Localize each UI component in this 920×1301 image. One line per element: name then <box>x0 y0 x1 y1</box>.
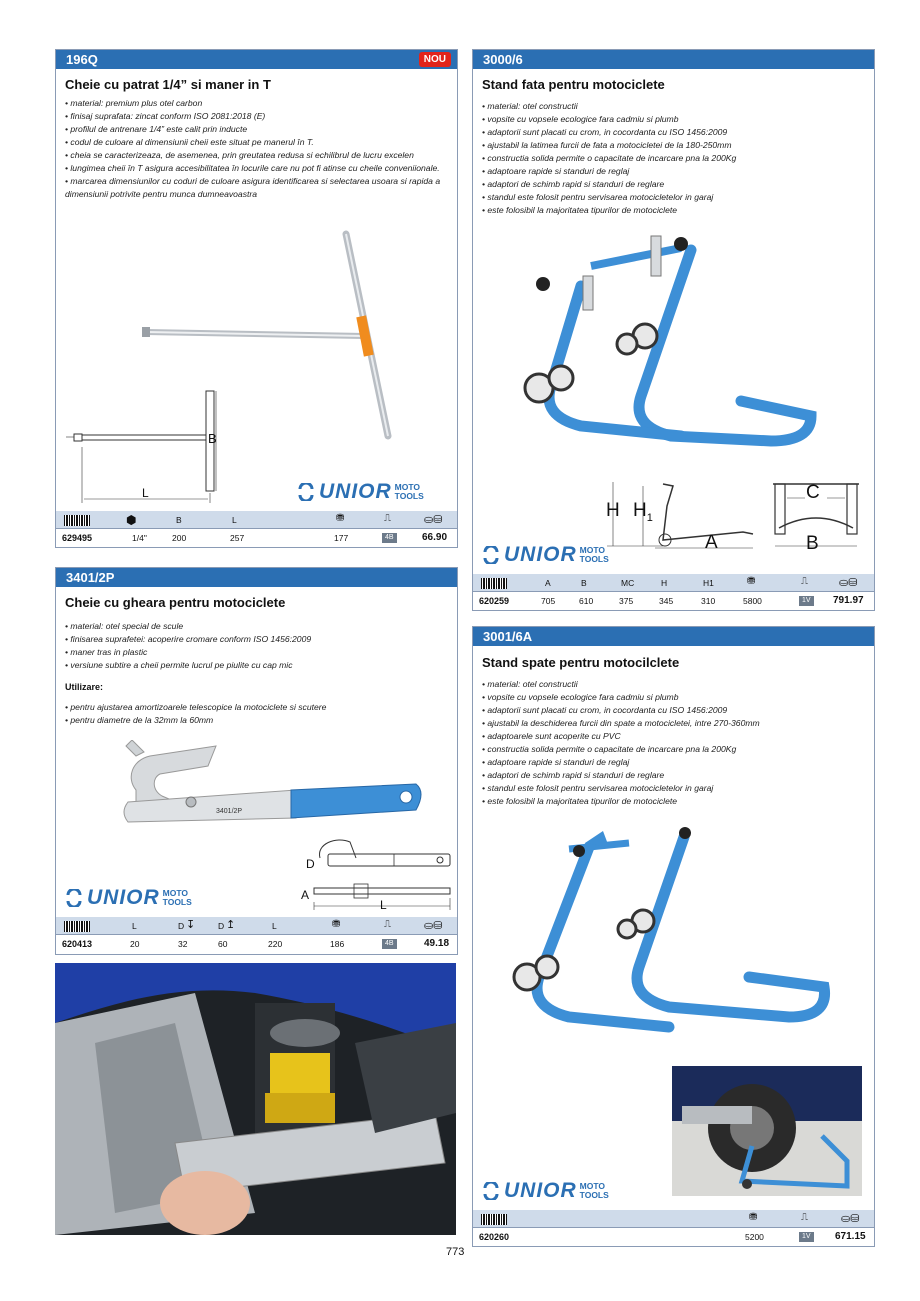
product-panel-3000-6 <box>472 49 875 611</box>
spec-value-row <box>473 1227 874 1245</box>
dimension-label-h1 <box>633 500 653 524</box>
price-coins-icon: ⛀⛁ <box>424 920 443 932</box>
pack-icon: ⎍ <box>384 513 391 524</box>
article-number: 620413 <box>62 939 93 949</box>
brand-line2: TOOLS <box>394 491 424 501</box>
feature-item: • adaptoare rapide si standuri de reglaj <box>482 166 630 176</box>
spec-header-row <box>473 1210 874 1227</box>
spec-header: L <box>272 921 277 931</box>
feature-item: • constructia solida permite o capacitate de incarcare pna la 200Kg <box>482 744 737 754</box>
weight-value: 186 <box>330 939 345 949</box>
feature-item: • adaptorii sunt placati cu crom, in cocordanta cu ISO 1456:2009 <box>482 127 728 137</box>
product-code: 3000/6 <box>483 52 523 67</box>
feature-item: • codul de culoare al dimensiunii cheii este situat pe manerul în T. <box>65 137 314 147</box>
spec-header: L <box>132 921 137 931</box>
hex-drive-icon: ⬢ <box>126 513 137 527</box>
dimension-label-b: B <box>208 431 217 446</box>
pack-icon: ⎍ <box>801 1212 808 1223</box>
weight-icon: ⛃ <box>747 576 756 587</box>
feature-item: • ajustabil la deschiderea furcii din spate a motocicletei, intre 270-360mm <box>482 718 760 728</box>
feature-item: • material: premium plus otel carbon <box>65 98 203 108</box>
feature-item: • adaptorii sunt placati cu crom, in cocordanta cu ISO 1456:2009 <box>482 705 728 715</box>
rear-stand-in-use-photo <box>672 1066 862 1196</box>
weight-icon: ⛃ <box>749 1212 758 1223</box>
feature-list <box>473 678 874 808</box>
feature-item: • lungimea cheii în T asigura accesibilitatea în locurile care nu pot fi atinse cu cheile conveniionale. <box>65 163 440 173</box>
feature-item: • vopsite cu vopsele ecologice fara cadmiu si plumb <box>482 114 679 124</box>
price-value: 671.15 <box>835 1231 866 1242</box>
pack-value: 1V <box>799 596 814 606</box>
spec-value: 257 <box>230 533 245 543</box>
product-code: 3401/2P <box>66 570 115 585</box>
spec-header: A <box>545 578 551 588</box>
brand-line1: MOTO <box>579 1181 606 1191</box>
diameter-min-icon: ↧ <box>186 919 196 931</box>
spec-value: 345 <box>659 596 674 606</box>
weight-icon: ⛃ <box>332 919 341 930</box>
dimension-label-b: B <box>806 533 819 554</box>
feature-item: • material: otel special de scule <box>65 621 184 631</box>
feature-item: • finisaj suprafata: zincat conform ISO 2081:2018 (E) <box>65 111 266 121</box>
spec-value: 375 <box>619 596 634 606</box>
price-value: 791.97 <box>833 595 864 606</box>
price-coins-icon: ⛀⛁ <box>424 514 443 526</box>
spec-header: D <box>178 921 185 931</box>
unior-logo-icon <box>482 1182 500 1200</box>
weight-value: 177 <box>334 533 349 543</box>
page-number: 773 <box>446 1246 465 1258</box>
unior-moto-tools-logo <box>482 1179 609 1203</box>
pack-value: 4B <box>382 939 397 949</box>
product-code: 3001/6A <box>483 629 533 644</box>
product-panel-196q <box>55 49 458 548</box>
spec-header: L <box>232 515 237 525</box>
brand-name: UNIOR <box>319 480 392 503</box>
pack-icon: ⎍ <box>801 576 808 587</box>
pack-icon: ⎍ <box>384 919 391 930</box>
barcode-icon <box>64 921 90 932</box>
feature-item: • constructia solida permite o capacitate de incarcare pna la 200Kg <box>482 153 737 163</box>
feature-list <box>56 97 457 201</box>
unior-moto-tools-logo <box>297 480 424 504</box>
spec-value: 20 <box>130 939 140 949</box>
article-number: 629495 <box>62 533 93 543</box>
unior-logo-icon <box>65 889 83 907</box>
spec-value: 200 <box>172 533 187 543</box>
product-title: Stand fata pentru motociclete <box>482 77 665 92</box>
product-code-header <box>56 568 457 587</box>
feature-item: • vopsite cu vopsele ecologice fara cadmiu si plumb <box>482 692 679 702</box>
spec-table <box>56 511 457 546</box>
brand-line1: MOTO <box>162 888 189 898</box>
unior-logo-icon <box>297 483 315 501</box>
price-value: 49.18 <box>424 938 450 949</box>
barcode-icon <box>481 578 507 589</box>
feature-list <box>56 620 457 672</box>
barcode-icon <box>481 1214 507 1225</box>
feature-item: • este folosibil la majoritatea tipurilor de motociclete <box>482 205 678 215</box>
spec-table <box>473 1210 874 1245</box>
spec-value: 32 <box>178 939 188 949</box>
front-stand-image <box>521 226 821 466</box>
unior-moto-tools-logo <box>65 886 192 910</box>
spec-value: 610 <box>579 596 594 606</box>
article-number: 620260 <box>479 1232 510 1242</box>
spec-header-row <box>473 574 874 591</box>
brand-line2: TOOLS <box>162 897 192 907</box>
brand-name: UNIOR <box>87 886 160 909</box>
product-panel-3001-6a <box>472 626 875 1247</box>
product-code-header <box>473 50 874 69</box>
spec-header: H1 <box>703 578 714 588</box>
product-code-header <box>56 50 457 69</box>
spec-value-row <box>473 591 874 609</box>
spec-value-row <box>56 934 457 952</box>
brand-line1: MOTO <box>394 482 421 492</box>
price-coins-icon: ⛀⛁ <box>839 577 858 589</box>
hook-wrench-image <box>116 740 436 840</box>
pack-value: 1V <box>799 1232 814 1242</box>
brand-line <box>395 483 424 501</box>
brand-name: UNIOR <box>504 543 577 566</box>
tool-marking: 3401/2P <box>216 808 243 815</box>
usage-item: • pentru diametre de la 32mm la 60mm <box>65 715 214 725</box>
brand-line <box>580 546 609 564</box>
dimension-label-a: A <box>705 532 718 553</box>
price-value: 66.90 <box>422 532 448 543</box>
dimension-label-a: A <box>301 888 310 902</box>
dimension-label-h1-main: H <box>633 500 647 521</box>
diameter-max-icon: ↥ <box>226 919 236 931</box>
spec-value: 60 <box>218 939 228 949</box>
wrench-in-use-photo <box>55 963 456 1235</box>
product-title: Stand spate pentru motocilclete <box>482 655 680 670</box>
dimension-label-c: C <box>806 482 820 503</box>
weight-value: 5200 <box>745 1232 764 1242</box>
feature-item: • versiune subtire a cheii permite lucrul pe piulite cu cap mic <box>65 660 293 670</box>
feature-item: • adaptori de schimb rapid si standuri de reglare <box>482 770 665 780</box>
spec-value: 310 <box>701 596 716 606</box>
dimension-label-l: L <box>380 898 387 912</box>
feature-item: • maner tras in plastic <box>65 647 148 657</box>
spec-value: 705 <box>541 596 556 606</box>
feature-item: • material: otel constructii <box>482 101 578 111</box>
feature-item: • material: otel constructii <box>482 679 578 689</box>
unior-logo-icon <box>482 546 500 564</box>
feature-item: • adaptoare rapide si standuri de reglaj <box>482 757 630 767</box>
product-code: 196Q <box>66 52 98 67</box>
unior-moto-tools-logo <box>482 543 609 567</box>
dimension-label-l: L <box>142 486 149 500</box>
barcode-icon <box>64 515 90 526</box>
spec-header-row <box>56 917 457 934</box>
brand-line2: TOOLS <box>579 554 609 564</box>
dimension-label-h: H <box>606 500 620 521</box>
pack-value: 4B <box>382 533 397 543</box>
feature-item: • este folosibil la majoritatea tipurilor de motociclete <box>482 796 678 806</box>
price-coins-icon: ⛀⛁ <box>841 1213 860 1225</box>
feature-item: • adaptori de schimb rapid si standuri de reglare <box>482 179 665 189</box>
usage-item: • pentru ajustarea amortizoarele telescopice la motociclete si scutere <box>65 702 327 712</box>
spec-header: B <box>176 515 182 525</box>
brand-name: UNIOR <box>504 1179 577 1202</box>
spec-value: 1/4" <box>132 533 147 543</box>
dimension-label-h1-sub: 1 <box>646 511 653 524</box>
brand-line1: MOTO <box>579 545 606 555</box>
spec-header-row <box>56 511 457 528</box>
usage-heading: Utilizare: <box>65 682 104 692</box>
weight-icon: ⛃ <box>336 513 345 524</box>
weight-value: 5800 <box>743 596 762 606</box>
feature-list <box>473 100 874 217</box>
spec-value-row <box>56 528 457 546</box>
spec-header: MC <box>621 578 635 588</box>
feature-item: • marcarea dimensiunilor cu coduri de culoare asigura identificarea si selectarea usoara si rapida a dimensiunii potrivite pentru munca dumneavoastra <box>65 176 441 199</box>
brand-line2: TOOLS <box>579 1190 609 1200</box>
feature-item: • profilul de antrenare 1/4” este calit prin inducte <box>65 124 248 134</box>
usage-list <box>56 701 457 727</box>
product-panel-3401-2p <box>55 567 458 955</box>
spec-value: 220 <box>268 939 283 949</box>
spec-header: B <box>581 578 587 588</box>
dimension-label-d: D <box>306 857 315 871</box>
spec-header: D <box>218 921 225 931</box>
feature-item: • adaptoarele sunt acoperite cu PVC <box>482 731 621 741</box>
product-code-header <box>473 627 874 646</box>
product-title: Cheie cu patrat 1/4” si maner in T <box>65 77 271 92</box>
front-stand-side-dimension-drawing <box>603 478 763 560</box>
spec-header: H <box>661 578 668 588</box>
feature-item: • finisarea suprafetei: acoperire cromare conform ISO 1456:2009 <box>65 634 312 644</box>
feature-item: • ajustabil la latimea furcii de fata a motocicletei de la 180-250mm <box>482 140 732 150</box>
spec-table <box>473 574 874 609</box>
brand-line <box>163 889 192 907</box>
spec-table <box>56 917 457 952</box>
product-title: Cheie cu gheara pentru motociclete <box>65 595 286 610</box>
feature-item: • cheia se caracterizeaza, de asemenea, prin greutatea redusa si echilibrul de lucru excelen <box>65 150 414 160</box>
article-number: 620259 <box>479 596 510 606</box>
rear-stand-image <box>509 807 839 1037</box>
feature-item: • standul este folosit pentru servisarea motocicletelor in garaj <box>482 783 714 793</box>
feature-item: • standul este folosit pentru servisarea motocicletelor in garaj <box>482 192 714 202</box>
brand-line <box>580 1182 609 1200</box>
new-badge: NOU <box>419 52 451 67</box>
